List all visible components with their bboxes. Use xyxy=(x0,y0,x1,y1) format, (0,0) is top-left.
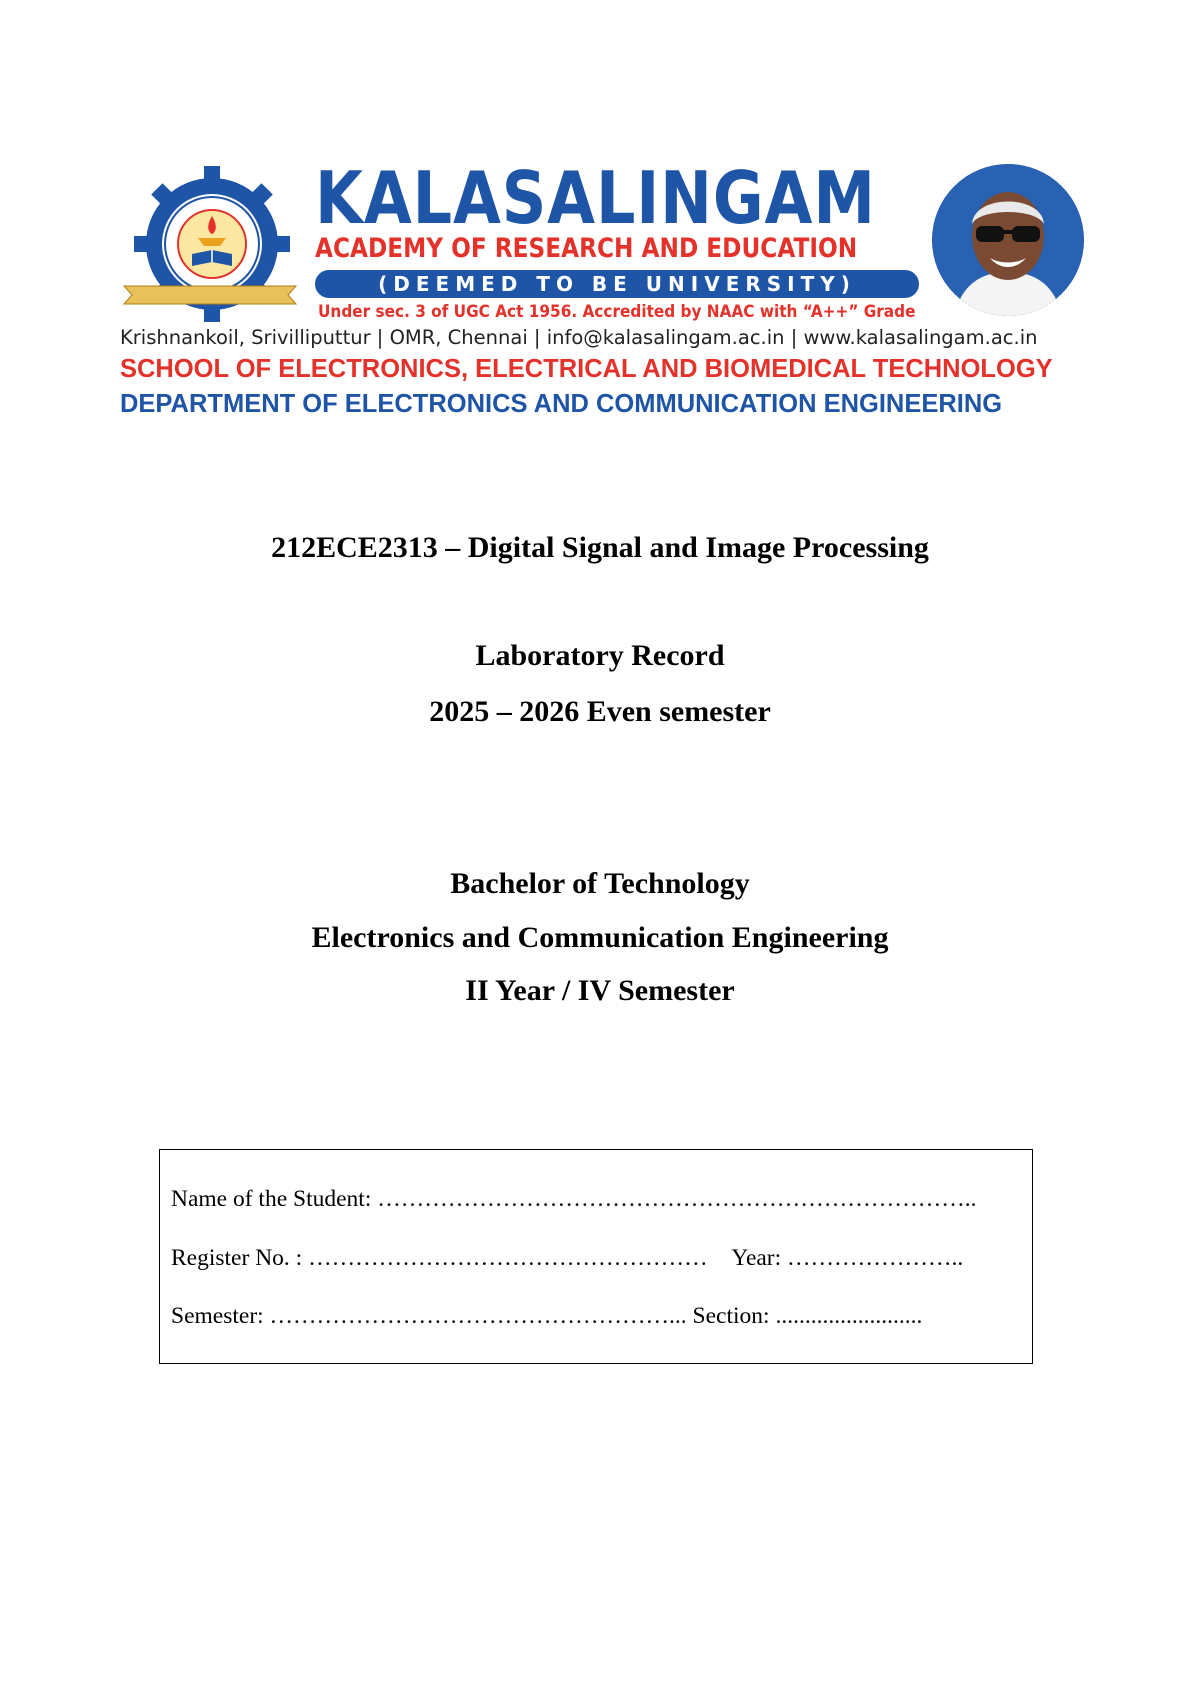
section-field[interactable]: ......................... xyxy=(775,1303,923,1329)
university-name: KALASALINGAM xyxy=(315,156,876,240)
register-no-label: Register No. : xyxy=(171,1245,303,1271)
semester-field[interactable]: ……………………………………………... xyxy=(269,1303,687,1329)
year-semester: II Year / IV Semester xyxy=(465,974,735,1007)
student-name-field[interactable]: ………………………………………………………………….. xyxy=(377,1186,977,1212)
year-field[interactable]: ………………….. xyxy=(787,1245,964,1271)
course-title: 212ECE2313 – Digital Signal and Image Processing xyxy=(271,531,929,564)
deemed-university-banner: (DEEMED TO BE UNIVERSITY) xyxy=(315,270,919,298)
university-subtitle: ACADEMY OF RESEARCH AND EDUCATION xyxy=(315,233,858,264)
branch-name: Electronics and Communication Engineering xyxy=(311,921,889,954)
department-name: DEPARTMENT OF ELECTRONICS AND COMMUNICATION ENGINEERING xyxy=(120,390,1003,418)
letterhead xyxy=(120,156,1080,420)
semester-section-row xyxy=(171,1301,1014,1331)
degree-name: Bachelor of Technology xyxy=(450,867,750,900)
student-name-label: Name of the Student: xyxy=(171,1186,372,1212)
section-label: Section: xyxy=(692,1303,770,1329)
student-name-row xyxy=(171,1184,1014,1214)
accreditation-line: Under sec. 3 of UGC Act 1956. Accredited by NAAC with “A++” Grade xyxy=(318,302,916,322)
semester-label: Semester: xyxy=(171,1303,264,1329)
register-no-field[interactable]: …………………………………………… xyxy=(308,1245,708,1271)
student-details-box xyxy=(159,1149,1033,1364)
register-year-row xyxy=(171,1243,1014,1273)
academic-session: 2025 – 2026 Even semester xyxy=(429,695,771,728)
school-name: SCHOOL OF ELECTRONICS, ELECTRICAL AND BIOMEDICAL TECHNOLOGY xyxy=(120,355,1053,383)
emblem-ribbon xyxy=(120,280,300,310)
year-label: Year: xyxy=(731,1245,782,1271)
founder-portrait-icon xyxy=(932,164,1084,316)
record-title: Laboratory Record xyxy=(475,639,725,672)
contact-line: Krishnankoil, Srivilliputtur | OMR, Chennai | info@kalasalingam.ac.in | www.kalasalingam.ac.in xyxy=(120,326,1038,349)
